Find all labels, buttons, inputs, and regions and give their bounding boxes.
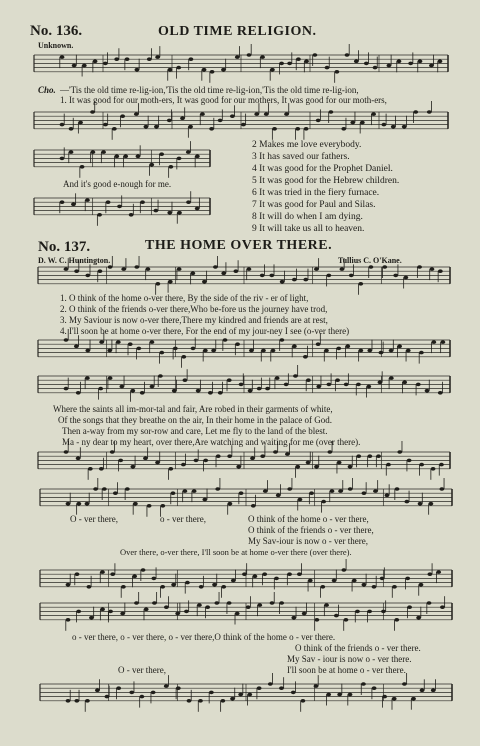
chorus-lyric: My Sav-iour is now o - ver there, (248, 536, 368, 546)
chorus-lyric: O - ver there, (118, 665, 166, 675)
stanza-line: Then a-way from my sor-row and care, Let me fly to the land of the blest. (62, 426, 328, 436)
chorus-lyric: O think of the friends o - ver there. (295, 643, 421, 653)
stanza-line: 3. My Saviour is now o-ver there,There my kindred and friends are at rest, (60, 315, 328, 325)
author: Unknown. (38, 41, 74, 50)
stanza-line: Where the saints all im-mor-tal and fair, Are robed in their garments of white, (53, 404, 333, 414)
chorus-lyric: O - ver there, (70, 514, 118, 524)
chorus-lyric: o - ver there, o - ver there, o - ver there,O think of the home o - ver there. (72, 632, 336, 642)
composer: D. W. C. Huntington. (38, 256, 111, 265)
verse-lyric: 1. It was good for our moth-ers, It was good for our mothers, It was good for our moth-ers, (60, 95, 387, 105)
verse-item: 8 It will do when I am dying. (252, 212, 363, 222)
chorus-lyric: I'll soon be at home o - ver there. (287, 665, 406, 675)
chorus-lyric: O think of the home o - ver there, (248, 514, 369, 524)
chorus-lyric: O think of the friends o - ver there, (248, 525, 374, 535)
chorus-label: Cho. (38, 85, 56, 95)
stanza-line: 4. I'll soon be at home o-ver there, For the end of my jour-ney I see (o-ver there) (60, 326, 350, 336)
hymn-number: No. 137. (38, 239, 91, 255)
stanza-line: Ma - ny dear to my heart, over there,Are watching and waiting for me (over there). (62, 437, 361, 447)
verse-item: 6 It was tried in the fiery furnace. (252, 188, 380, 198)
verse-item: 5 It was good for the Hebrew children. (252, 176, 400, 186)
verse-item: 4 It was good for the Prophet Daniel. (252, 164, 393, 174)
verse-item: 7 It was good for Paul and Silas. (252, 200, 376, 210)
chorus-lyric: My Sav - iour is now o - ver there. (287, 654, 412, 664)
stanza-line: 2. O think of the friends o-ver there,Who be-fore us the journey have trod, (60, 304, 328, 314)
lyricist: Tullius C. O'Kane. (338, 256, 402, 265)
chorus-lyric: o - ver there, (160, 514, 206, 524)
ending-lyric: And it's good e-nough for me. (63, 179, 172, 189)
hymn-title: OLD TIME RELIGION. (158, 24, 317, 39)
verse-item: 2 Makes me love everybody. (252, 140, 362, 150)
verse-item: 9 It will take us all to heaven. (252, 224, 365, 234)
stanza-line: 1. O think of the home o-ver there, By the side of the riv - er of light, (60, 293, 309, 303)
hymn-title: THE HOME OVER THERE. (145, 238, 333, 253)
chorus-lyric: Over there, o-ver there, I'll soon be at home o-ver there (over there). (120, 547, 352, 557)
verse-item: 3 It has saved our fathers. (252, 152, 350, 162)
hymn-number: No. 136. (30, 23, 83, 39)
stanza-line: Of the songs that they breathe on the air, In their home in the palace of God. (58, 415, 333, 425)
chorus-lyric: —'Tis the old time re-lig-ion,'Tis the old time re-lig-ion,'Tis the old time re-lig-ion, (60, 85, 359, 95)
